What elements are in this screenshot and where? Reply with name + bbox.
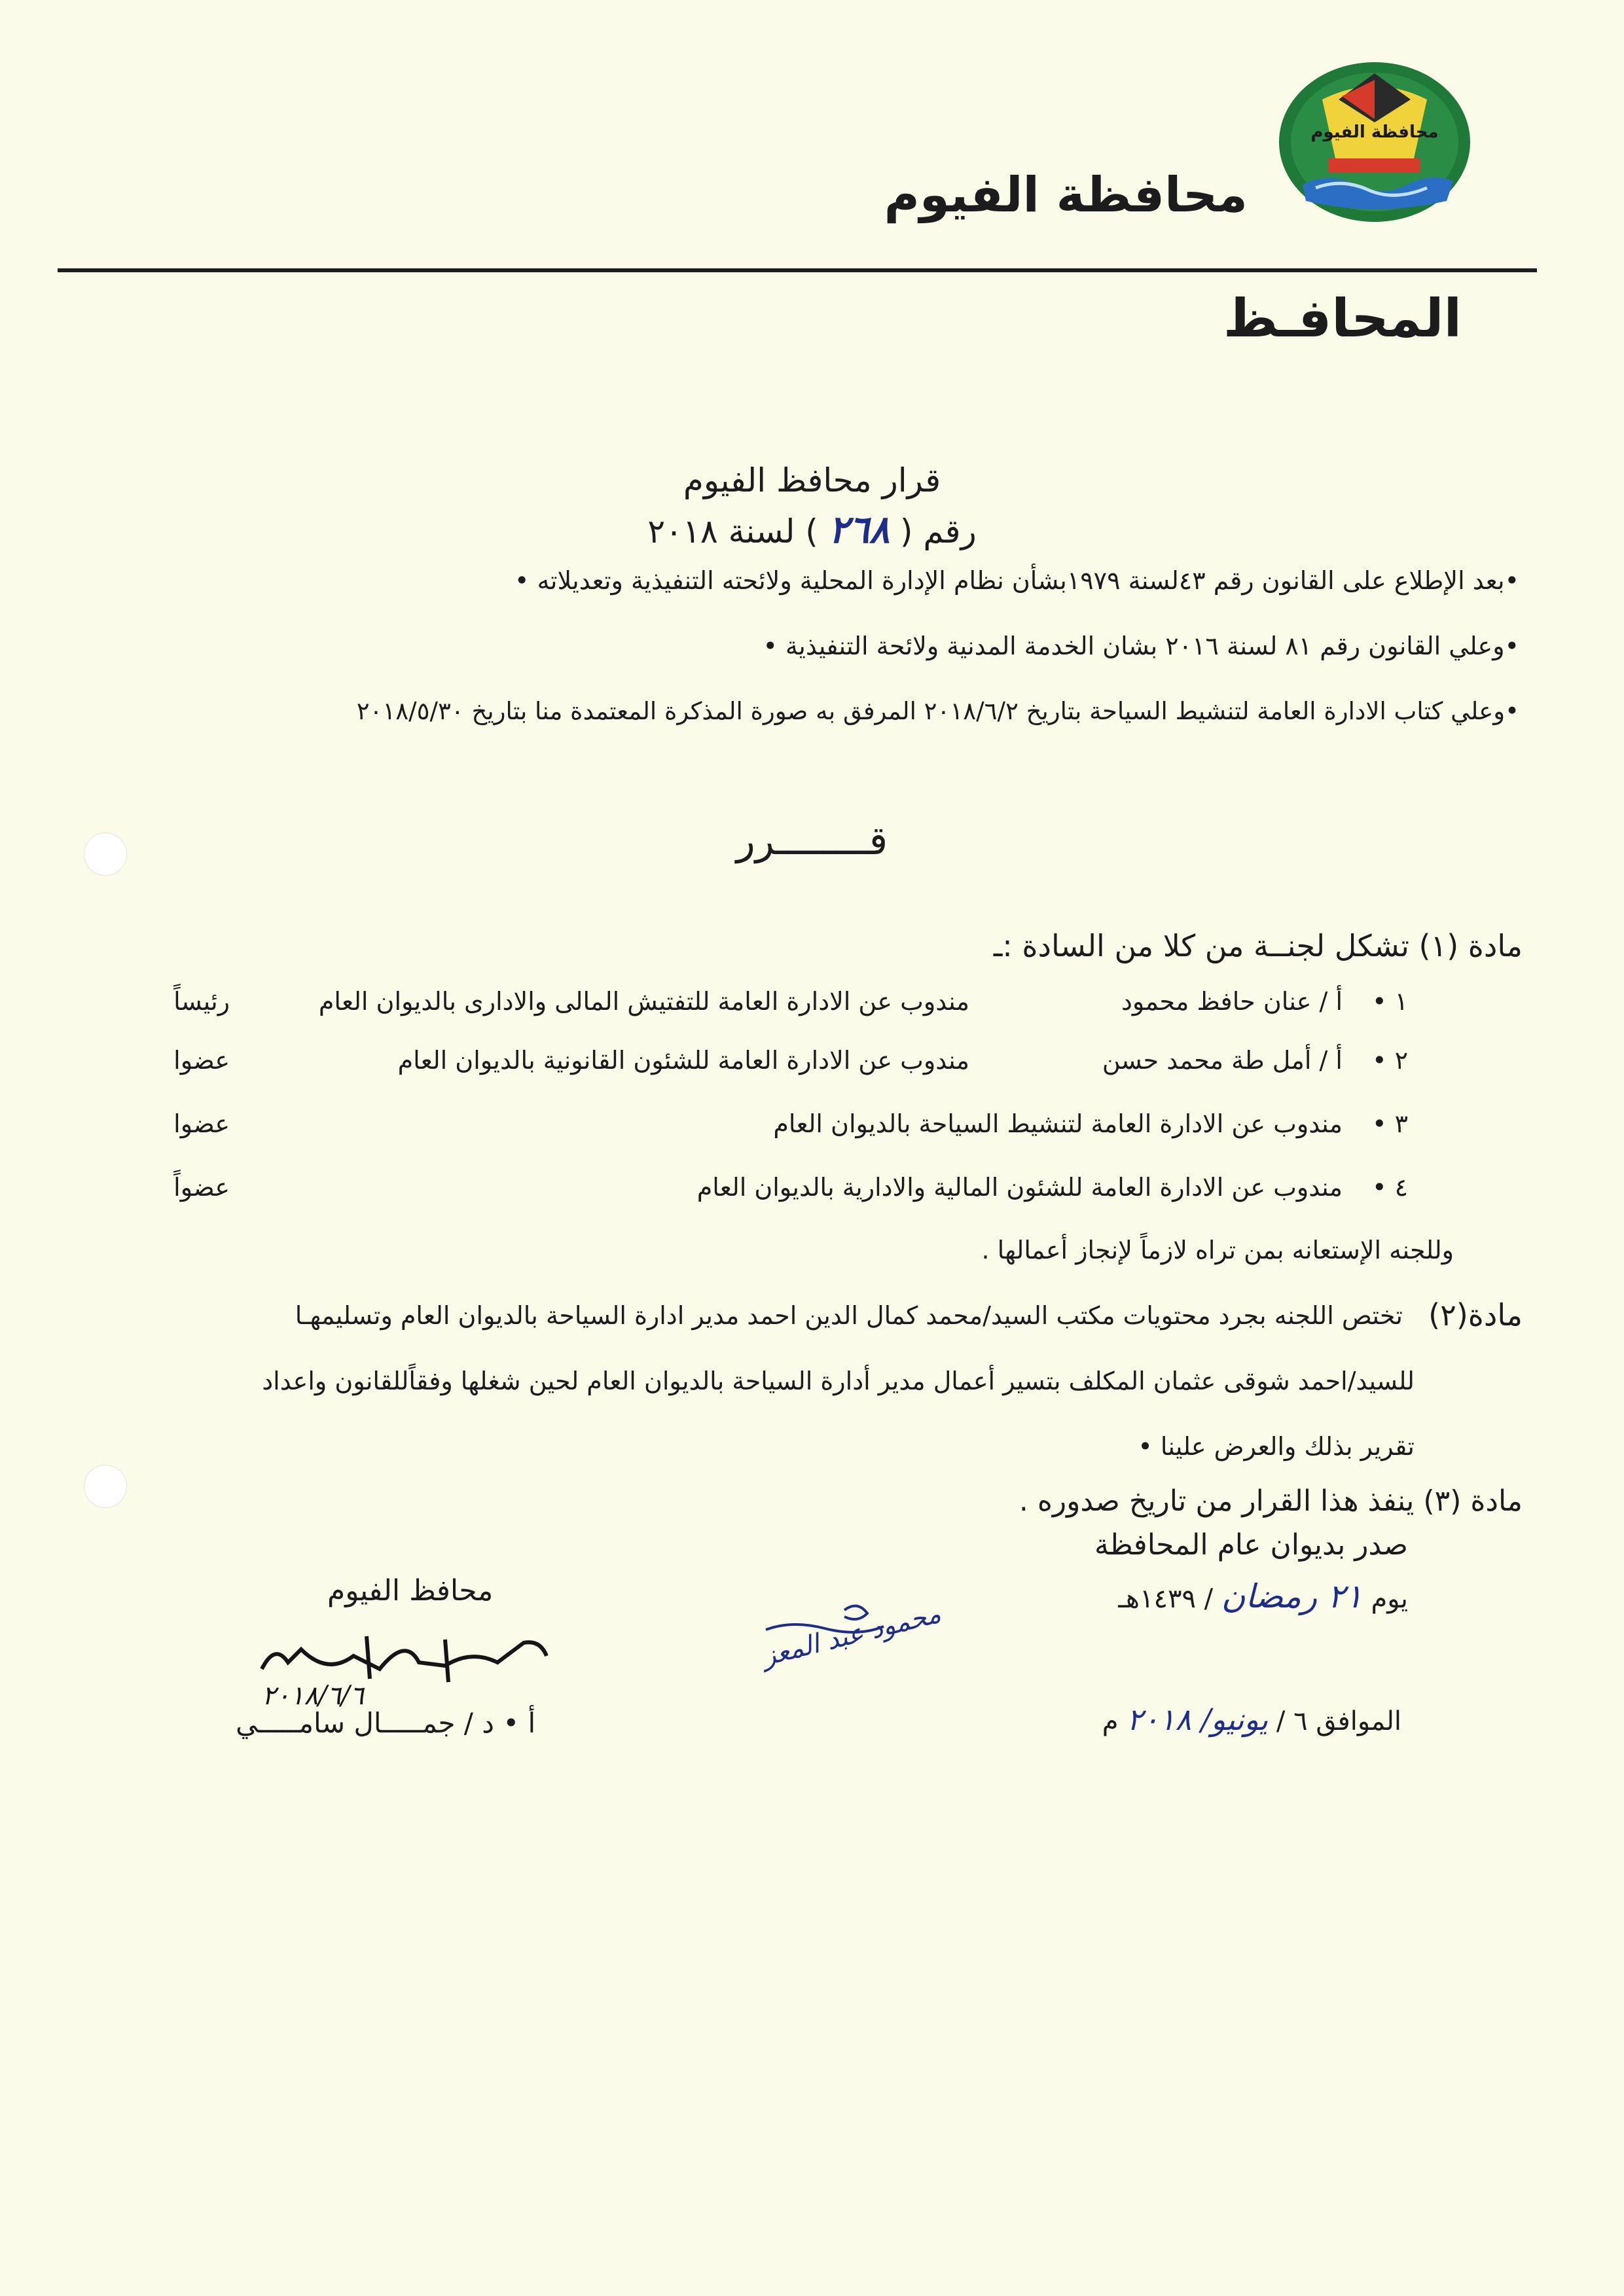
- department-title: المحافـظ: [1223, 288, 1462, 349]
- member-4-role: مندوب عن الادارة العامة للشئون المالية والادارية بالديوان العام: [696, 1173, 1343, 1202]
- hijri-suffix: / ١٤٣٩هـ: [1118, 1584, 1214, 1614]
- governorate-emblem-icon: [1276, 60, 1473, 224]
- member-3-index: ٣ •: [1372, 1109, 1408, 1138]
- gregorian-date: الموافق ٦ / يونيو/ ٢٠١٨ م: [1102, 1702, 1401, 1737]
- decree-number-handwritten: ٢٦٨: [828, 507, 890, 552]
- header-divider: [58, 268, 1537, 272]
- member-2-role: مندوب عن الادارة العامة للشئون القانونية بالديوان العام: [397, 1046, 969, 1075]
- punch-hole-bottom: [84, 1465, 127, 1508]
- member-2-position: عضوا: [173, 1046, 230, 1075]
- decides-heading: قــــــــرر: [736, 818, 888, 864]
- member-2-index: ٢ •: [1372, 1046, 1408, 1075]
- article-2-line-1: تختص اللجنه بجرد محتويات مكتب السيد/محمد كمال الدين احمد مدير ادارة السياحة بالديوان العام وتسليمهـا: [295, 1301, 1403, 1330]
- member-2-name: أ / أمل طة محمد حسن: [1102, 1046, 1343, 1075]
- gregorian-prefix: الموافق: [1316, 1706, 1401, 1736]
- decree-number-suffix: ) لسنة ٢٠١٨: [647, 512, 818, 550]
- article-1-note: وللجنه الإستعانه بمن تراه لازماً لإنجاز أعمالها .: [981, 1236, 1454, 1265]
- member-1-index: ١ •: [1372, 987, 1408, 1016]
- article-2-line-3: تقرير بذلك والعرض علينا •: [1138, 1432, 1415, 1461]
- decree-number-prefix: رقم (: [900, 512, 977, 550]
- reviewer-signature-text: محمود عبد المعز: [759, 1598, 944, 1672]
- gregorian-day: ٦: [1293, 1706, 1308, 1736]
- article-2-line-2: للسيد/احمد شوقى عثمان المكلف بتسير أعمال مدير أدارة السياحة بالديوان العام لحين شغلها وفقاًللقانون واعداد: [262, 1367, 1415, 1395]
- logo-text: محافظة الفيوم: [1310, 122, 1439, 142]
- hijri-prefix: يوم: [1371, 1584, 1408, 1614]
- decree-number: [0, 507, 1624, 552]
- member-3-position: عضوا: [173, 1109, 230, 1138]
- gregorian-suffix: م: [1102, 1706, 1119, 1736]
- preamble-line-3: •وعلي كتاب الادارة العامة لتنشيط السياحة بتاريخ ٢٠١٨/٦/٢ المرفق به صورة المذكرة المعتمدة منا بتاريخ ٢٠١٨/٥/٣٠: [356, 697, 1519, 725]
- hijri-date: [1118, 1577, 1408, 1615]
- member-1-role: مندوب عن الادارة العامة للتفتيش المالى والادارى بالديوان العام: [318, 987, 969, 1016]
- article-1-intro: مادة (١) تشكل لجنــة من كلا من السادة :ـ: [993, 928, 1523, 963]
- article-3-text: مادة (٣) ينفذ هذا القرار من تاريخ صدوره .: [1019, 1484, 1523, 1518]
- governor-signature-date: ٢٠١٨/٦/٦: [262, 1681, 364, 1711]
- preamble-line-2: •وعلي القانون رقم ٨١ لسنة ٢٠١٦ بشان الخدمة المدنية ولائحة التنفيذية •: [763, 632, 1519, 660]
- governor-title: محافظ الفيوم: [327, 1574, 494, 1607]
- issued-at: صدر بديوان عام المحافظة: [1094, 1528, 1408, 1562]
- hijri-handwritten: ٢١ رمضان: [1221, 1577, 1363, 1615]
- governor-name: أ • د / جمـــــال سامـــــي: [236, 1707, 536, 1739]
- member-4-index: ٤ •: [1372, 1173, 1408, 1202]
- member-3-role: مندوب عن الادارة العامة لتنشيط السياحة بالديوان العام: [773, 1109, 1343, 1138]
- decree-heading: قرار محافظ الفيوم: [683, 461, 941, 499]
- member-4-position: عضواً: [173, 1173, 230, 1202]
- article-2-label: مادة(٢): [1428, 1297, 1523, 1333]
- gregorian-handwritten: يونيو/ ٢٠١٨: [1127, 1702, 1269, 1737]
- preamble-line-1: •بعد الإطلاع على القانون رقم ٤٣لسنة ١٩٧٩بشأن نظام الإدارة المحلية ولائحته التنفيذية وتعديلاته •: [514, 566, 1519, 595]
- member-1-position: رئيساً: [173, 987, 230, 1016]
- member-1-name: أ / عنان حافظ محمود: [1121, 987, 1343, 1016]
- governorate-title: محافظة الفيوم: [884, 167, 1248, 223]
